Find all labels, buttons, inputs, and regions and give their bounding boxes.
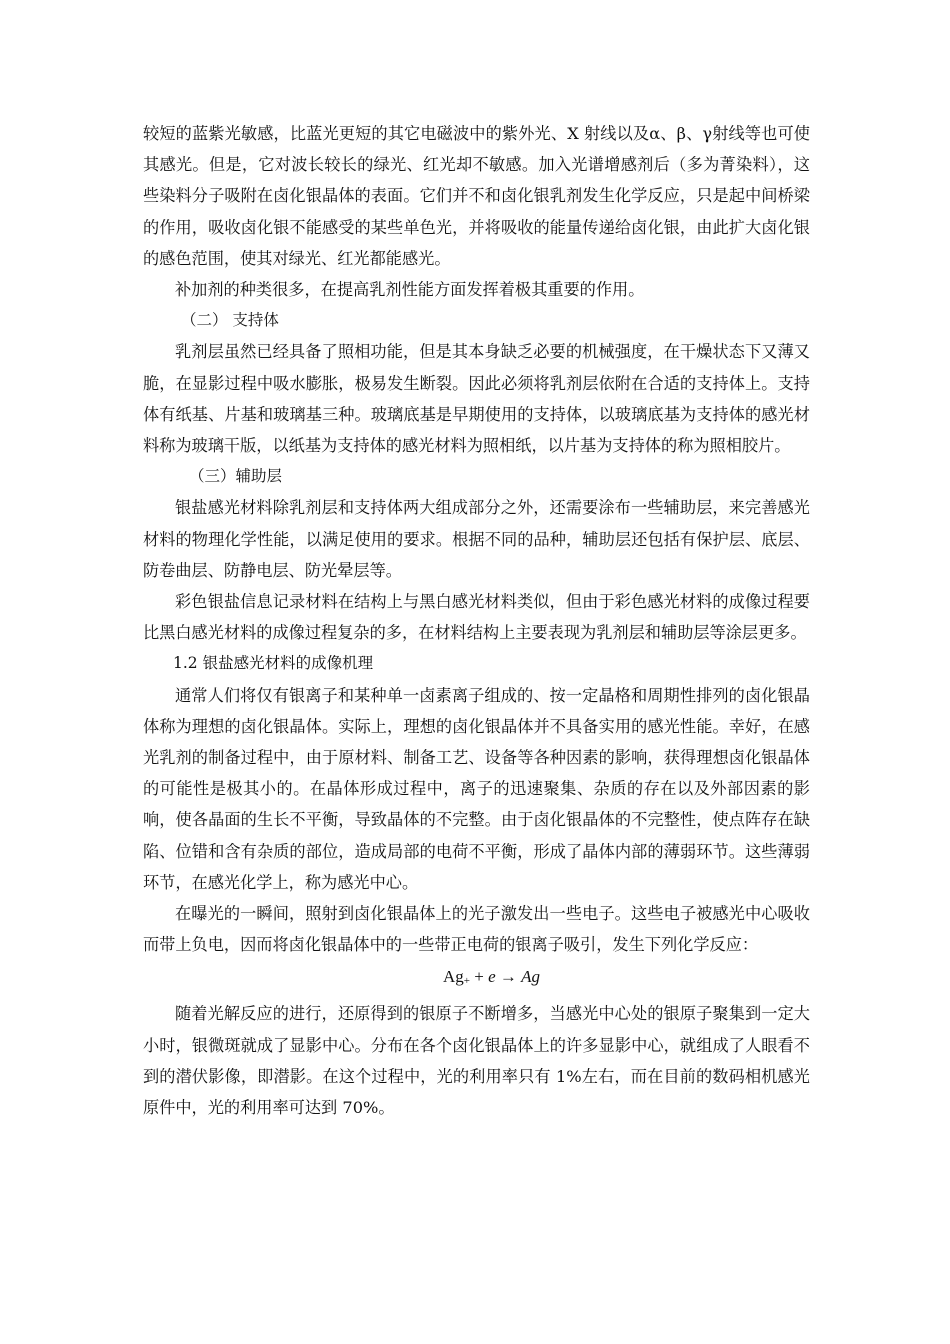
equation-charge: + — [463, 975, 470, 988]
equation-electron: e — [488, 967, 496, 987]
chemical-equation — [143, 960, 810, 998]
equation-product: Ag — [521, 967, 541, 987]
paragraph-color-material: 彩色银盐信息记录材料在结构上与黑白感光材料类似，但由于彩色感光材料的成像过程要比黑白感光材料的成像过程复杂的多，在材料结构上主要表现为乳剂层和辅助层等涂层更多。 — [143, 592, 810, 643]
equation-arrow: → — [495, 967, 522, 987]
paragraph-ideal-crystal: 通常人们将仅有银离子和某种单一卤素离子组成的、按一定晶格和周期性排列的卤化银晶体称为理想的卤化银晶体。实际上，理想的卤化银晶体并不具备实用的感光性能。幸好，在感光乳剂的制备过程中，由于原材料、制备工艺、设备等各种因素的影响，获得理想卤化银晶体的可能性是极其小的。在晶体形成过程中，离子的迅速聚集、杂质的存在以及外部因素的影响，使各晶面的生长不平衡，导致晶体的不完整。由于卤化银晶体的不完整性，使点阵存在缺陷、位错和含有杂质的部位，造成局部的电荷不平衡，形成了晶体内部的薄弱环节。这些薄弱环节，在感光化学上，称为感光中心。 — [143, 685, 810, 892]
paragraph-support: 乳剂层虽然已经具备了照相功能，但是其本身缺乏必要的机械强度，在干燥状态下又薄又脆，在显影过程中吸水膨胀，极易发生断裂。因此必须将乳剂层依附在合适的支持体上。支持体有纸基、片基和玻璃基三种。玻璃底基是早期使用的支持体，以玻璃底基为支持体的感光材料称为玻璃干版，以纸基为支持体的感光材料为照相纸，以片基为支持体的称为照相胶片。 — [143, 342, 810, 456]
paragraph-exposure: 在曝光的一瞬间，照射到卤化银晶体上的光子激发出一些电子。这些电子被感光中心吸收而带上负电，因而将卤化银晶体中的一些带正电荷的银离子吸引，发生下列化学反应： — [143, 904, 810, 955]
document-body — [143, 118, 810, 1123]
equation-plus: + — [469, 967, 489, 987]
paragraph-sensitization: 较短的蓝紫光敏感，比蓝光更短的其它电磁波中的紫外光、X 射线以及α、β、γ射线等也可使其感光。但是，它对波长较长的绿光、红光却不敏感。加入光谱增感剂后（多为菁染料），这些染料分子吸附在卤化银晶体的表面。它们并不和卤化银乳剂发生化学反应，只是起中间桥梁的作用，吸收卤化银不能感受的某些单色光，并将吸收的能量传递给卤化银，由此扩大卤化银的感色范围，使其对绿光、红光都能感光。 — [143, 124, 810, 268]
paragraph-auxiliary-layer: 银盐感光材料除乳剂层和支持体两大组成部分之外，还需要涂布一些辅助层，来完善感光材料的物理化学性能，以满足使用的要求。根据不同的品种，辅助层还包括有保护层、底层、防卷曲层、防静电层、防光晕层等。 — [143, 498, 810, 580]
equation-silver: Ag — [442, 967, 464, 987]
heading-auxiliary-layer: （三）辅助层 — [189, 467, 283, 486]
paragraph-latent-image: 随着光解反应的进行，还原得到的银原子不断增多，当感光中心处的银原子聚集到一定大小时，银微斑就成了显影中心。分布在各个卤化银晶体上的许多显影中心，就组成了人眼看不到的潜伏影像，即潜影。在这个过程中，光的利用率只有 1%左右，而在目前的数码相机感光原件中，光的利用率可达到 70%。 — [143, 1004, 810, 1118]
heading-imaging-mechanism: 1.2 银盐感光材料的成像机理 — [173, 654, 374, 673]
paragraph-additives: 补加剂的种类很多，在提高乳剂性能方面发挥着极其重要的作用。 — [175, 280, 645, 300]
heading-support: （二） 支持体 — [181, 311, 279, 330]
